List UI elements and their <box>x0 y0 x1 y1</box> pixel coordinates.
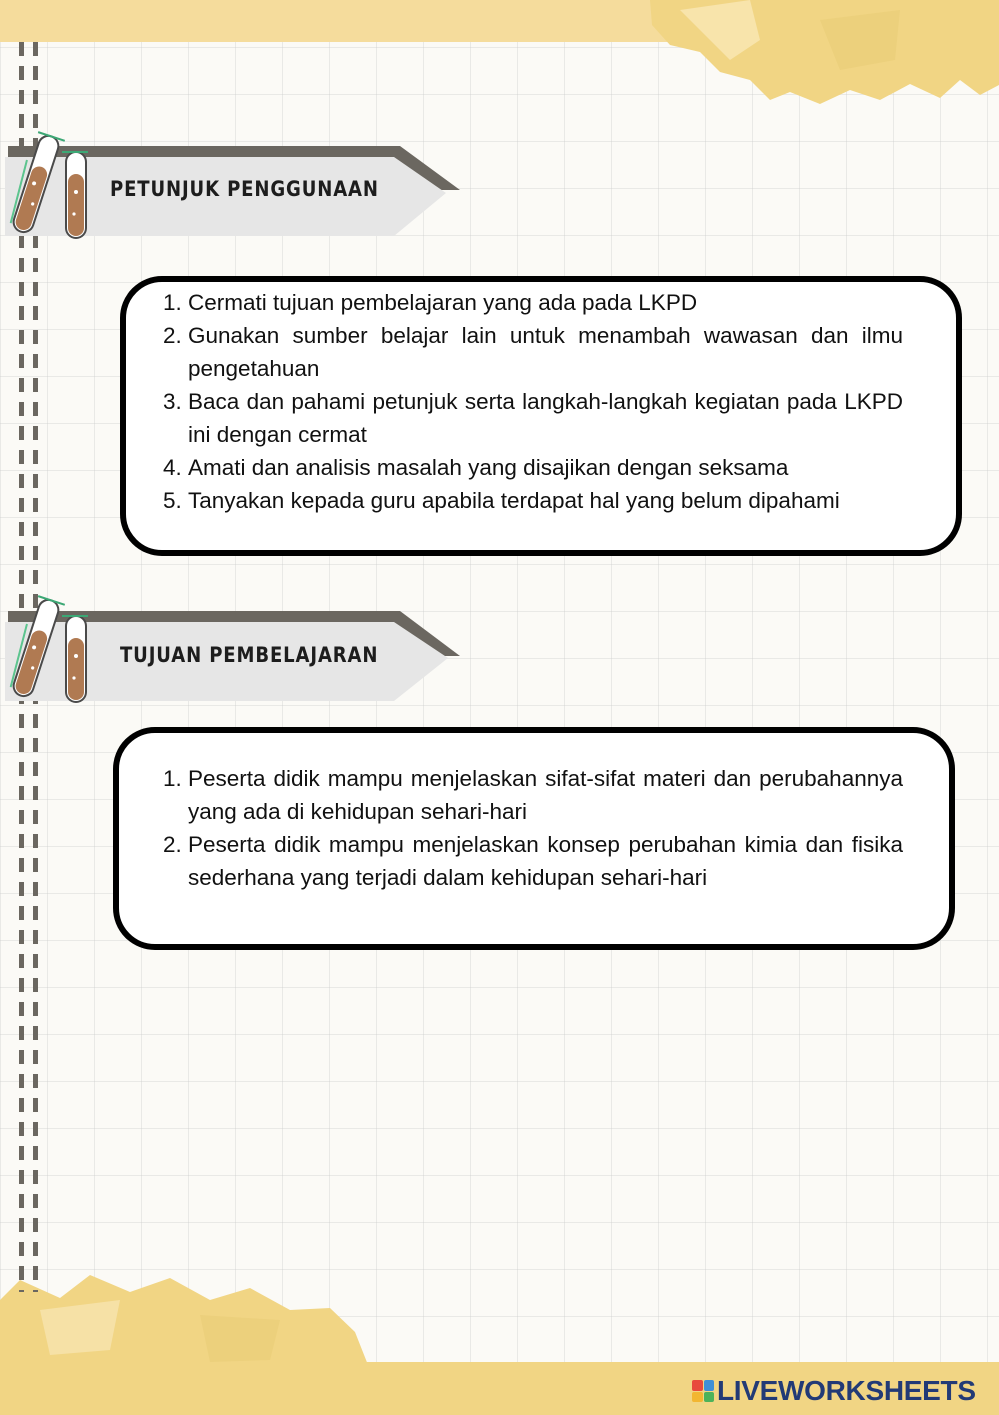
list-item <box>163 828 903 894</box>
liveworksheets-logo-icon <box>692 1380 714 1402</box>
objectives-box <box>113 727 955 950</box>
instructions-box <box>120 276 962 556</box>
list-item <box>163 484 903 517</box>
objectives-list <box>163 762 903 894</box>
instructions-list <box>163 286 903 517</box>
item-number: 2. <box>163 323 182 348</box>
item-number: 2. <box>163 832 182 857</box>
item-text: Peserta didik mampu menjelaskan konsep perubahan kimia dan fisika sederhana yang terjadi dalam kehidupan sehari-hari <box>188 832 903 890</box>
item-number: 5. <box>163 488 182 513</box>
list-item <box>163 385 903 451</box>
bottom-paint-splash <box>0 1270 370 1370</box>
list-item <box>163 286 903 319</box>
liveworksheets-brand[interactable] <box>692 1375 976 1407</box>
item-text: Baca dan pahami petunjuk serta langkah-langkah kegiatan pada LKPD ini dengan cermat <box>188 389 903 447</box>
test-tube-icon <box>6 124 88 240</box>
list-item <box>163 762 903 828</box>
item-text: Gunakan sumber belajar lain untuk menambah wawasan dan ilmu pengetahuan <box>188 323 903 381</box>
item-text: Amati dan analisis masalah yang disajikan dengan seksama <box>188 455 789 480</box>
section-title: PETUNJUK PENGGUNAAN <box>110 177 379 201</box>
list-item <box>163 319 903 385</box>
item-number: 4. <box>163 455 182 480</box>
item-text: Tanyakan kepada guru apabila terdapat hal yang belum dipahami <box>188 488 840 513</box>
top-paint-splash <box>640 0 999 110</box>
item-text: Peserta didik mampu menjelaskan sifat-sifat materi dan perubahannya yang ada di kehidupan sehari-hari <box>188 766 903 824</box>
test-tube-icon <box>6 588 88 704</box>
item-number: 3. <box>163 389 182 414</box>
section-title: TUJUAN PEMBELAJARAN <box>120 643 379 667</box>
list-item <box>163 451 903 484</box>
item-text: Cermati tujuan pembelajaran yang ada pada LKPD <box>188 290 698 315</box>
item-number: 1. <box>163 766 182 791</box>
item-number: 1. <box>163 290 182 315</box>
brand-name: LIVEWORKSHEETS <box>717 1375 976 1406</box>
